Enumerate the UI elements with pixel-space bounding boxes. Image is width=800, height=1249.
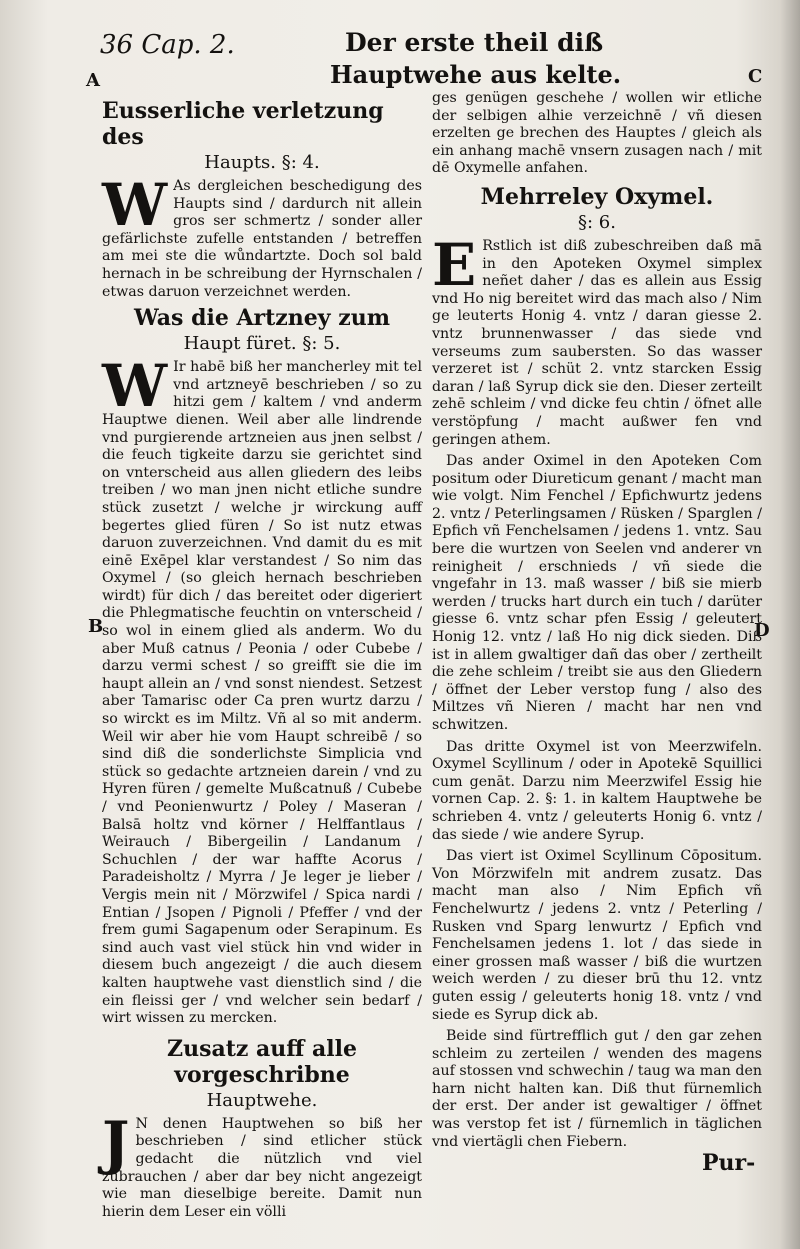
- page-edge-shadow: [780, 0, 800, 1249]
- margin-letter-a: A: [86, 70, 100, 91]
- section-6-text: [432, 230, 762, 449]
- drop-cap: W: [102, 171, 168, 239]
- section-6-title: Mehrreley Oxymel.: [480, 183, 714, 210]
- addendum-title: Zusatz auff alle vorgeschribne: [167, 1035, 357, 1088]
- section-4-body: As dergleichen beschedigung des Haupts sind / dardurch nit allein gros ser schmertz / sonder aller gefärlichste zufelle entstanden / betreffen am mei ste die wůndartzte. Doch sol bald hernach in be schreibung der Hyrnschalen / etwas daruon verzeichnet werden.: [102, 178, 422, 300]
- section-5-text: [102, 352, 422, 1028]
- continued-text: ges genügen geschehe / wollen wir etliche der selbigen alhie verzeichnē / vñ diesen erzelten ge brechen des Hauptes / gleich als ein anhang machē vnsern zusagen nach / mit dē Oxymelle anfahen.: [432, 90, 762, 177]
- section-6-body: Rstlich ist diß zubeschreiben daß mā in den Apoteken Oxymel simplex neñet daher / das es allein aus Essig vnd Ho nig bereitet wird das mach also / Nim ge leuterts Honig 4. vntz / daran giesse 2. vntz brunnenwasser / das siede vnd verseums zum saubersten. So das wasser verzeret ist / schüt 2. vntz starcken Essig daran / laß Syrup dick sie den. Dieser zerteilt zehē schleim / vnd dicke feu chtin / öfnet alle verstöpfung / macht außwer fen vnd geringen athem.: [432, 237, 762, 448]
- running-title-line2: Hauptwehe aus kelte.: [330, 60, 622, 89]
- drop-cap: E: [432, 230, 477, 299]
- section-4-text: [102, 171, 422, 301]
- catchword: Pur-: [702, 1150, 756, 1176]
- paragraph-oximel-4: Das viert ist Oximel Scyllinum Cōpositum. Von Mörzwifeln mit andrem zusatz. Das macht man also / Nim Epfich vñ Fenchelwurtz / jedens 2. vntz / Peterling / Rusken vnd Sparg lenwurtz / Epfich vnd Fenchelsamen jedens 1. lot / das siede in einer grossen maß wasser / biß die wurtzen weich werden / zu dieser brū thu 12. vntz guten essig / geleuterts honig 18. vntz / vnd siede es Syrup dick ab.: [432, 848, 762, 1023]
- drop-cap: J: [102, 1108, 130, 1177]
- section-4-subtitle: Haupts. §: 4.: [204, 152, 320, 173]
- paragraph-oximel-2: Das ander Oximel in den Apoteken Com positum oder Diureticum genant / macht man wie volgt. Nim Fenchel / Epfichwurtz jedens 2. vntz / Peterlingsamen / Rüsken / Sparglen / Epfich vñ Fenchelsamen / jedens 1. vntz. Sau bere die wurtzen von Seelen vnd anderer vn reinigheit / erschnieds / vñ siede die vngefahr in 13. maß wasser / biß sie mierb werden / trucks hart durch ein tuch / darüter giesse 6. vntz schar pfen Essig / geleutert Honig 12. vntz / laß Ho nig dick sieden. Diß ist in allem gwaltiger dañ das ober / zertheilt die zehe schleim / treibt sie aus den Gliedern / öffnet der Leber verstop fung / also des Miltzes vñ Nieren / macht har nen vnd schwitzen.: [432, 453, 762, 733]
- page-label: 36 Cap. 2.: [100, 30, 235, 60]
- section-5-subtitle: Haupt füret. §: 5.: [183, 333, 341, 355]
- right-column: [432, 90, 762, 1155]
- section-5-title: Was die Artzney zum: [133, 305, 390, 332]
- addendum-text: [102, 1108, 422, 1222]
- section-5-body: Ir habē biß her mancherley mit tel vnd artzneyē beschrieben / so zu hitzi gem / kaltem / vnd anderm Hauptwe dienen. Weil aber alle lindrende vnd purgierende artzneien aus jnen selbst / die feuch tigkeite darzu sie gerichtet sind on vnterscheid aus allen gliedern des leibs treiben / wo man jnen nicht etliche sundre stück zusetzt / welche jr wirckung auff begertes glied füren / So ist nutz etwas daruon zuverzeichnen. Vnd damit du es mit einē Exēpel klar verstandest / So nim das Oxymel / (so gleich hernach beschrieben wirdt) für dich / das bereitet oder digeriert die Phlegmatische feuchtin on vnterscheid / so wol in einem glied als anderm. Wo du aber Muß catnus / Peonia / oder Cubebe / darzu vermi schest / so greifft sie die im haupt allein an / vnd sonst niendest. Setzest aber Tamarisc oder Ca pren wurtz darzu / so wirckt es im Miltz. Vñ al so mit anderm. Weil wir aber hie vom Haupt schreibē / so sind diß die sonderlichste Simplicia vnd stück so gedachte artzneien darein / vnd zu Hyren füren / gemelte Mußcatnuß / Cubebe / vnd Peonienwurtz / Poley / Maseran / Balsā holtz vnd körner / Helffantlaus / Weirauch / Bibergeilin / Landanum / Schuchlen / der war haffte Acorus / Paradeisholtz / Myrra / Je leger je lieber / Vergis mein nit / Mörzwifel / Spica nardi / Entian / Jsopen / Pignoli / Pfeffer / vnd der frem gumi Sagapenum oder Serapinum. Es sind auch vast viel stück hin vnd wider in diesem buch angezeigt / die auch diesem kalten hauptwehe vast dienstlich sind / die ein fleissi ger / vnd welcher sein bedarf / wirt wissen zu mercken.: [102, 359, 422, 1027]
- addendum-subtitle: Hauptwehe.: [206, 1089, 318, 1111]
- margin-letter-c: C: [748, 66, 763, 87]
- section-4-title: Eusserliche verletzung des: [102, 98, 384, 150]
- section-6-subtitle: §: 6.: [578, 211, 616, 233]
- margin-letter-d: D: [754, 620, 770, 641]
- left-column: [102, 96, 422, 1225]
- margin-letter-b: B: [88, 616, 104, 637]
- drop-cap: W: [102, 352, 168, 421]
- addendum-body: N denen Hauptwehen so biß her beschrieben / sind etlicher stück gedacht die nützlich vnd viel zubrauchen / aber dar bey nicht angezeigt wie man dieselbige bereite. Damit nun hierin dem Leser ein völli: [102, 1115, 422, 1220]
- paragraph-oximel-3: Das dritte Oxymel ist von Meerzwifeln. Oxymel Scyllinum / oder in Apotekē Squillici cum genāt. Darzu nim Meerzwifel Essig hie vornen Cap. 2. §: 1. in kaltem Hauptwehe be schrieben 4. vntz / geleuterts Honig 6. vntz / das siede / wie andere Syrup.: [432, 738, 762, 843]
- paragraph-oximel-5: Beide sind fürtrefflich gut / den gar zehen schleim zu zerteilen / wenden des magens auf stossen vnd schwechin / taug wa man den harn nicht halten kan. Diß thut fürnemlich der erst. Der ander ist gewaltiger / öffnet was verstop fet ist / fürnemlich in täglichen vnd viertägli chen Fiebern.: [432, 1028, 762, 1150]
- running-title-line1: Der erste theil diß: [345, 28, 604, 57]
